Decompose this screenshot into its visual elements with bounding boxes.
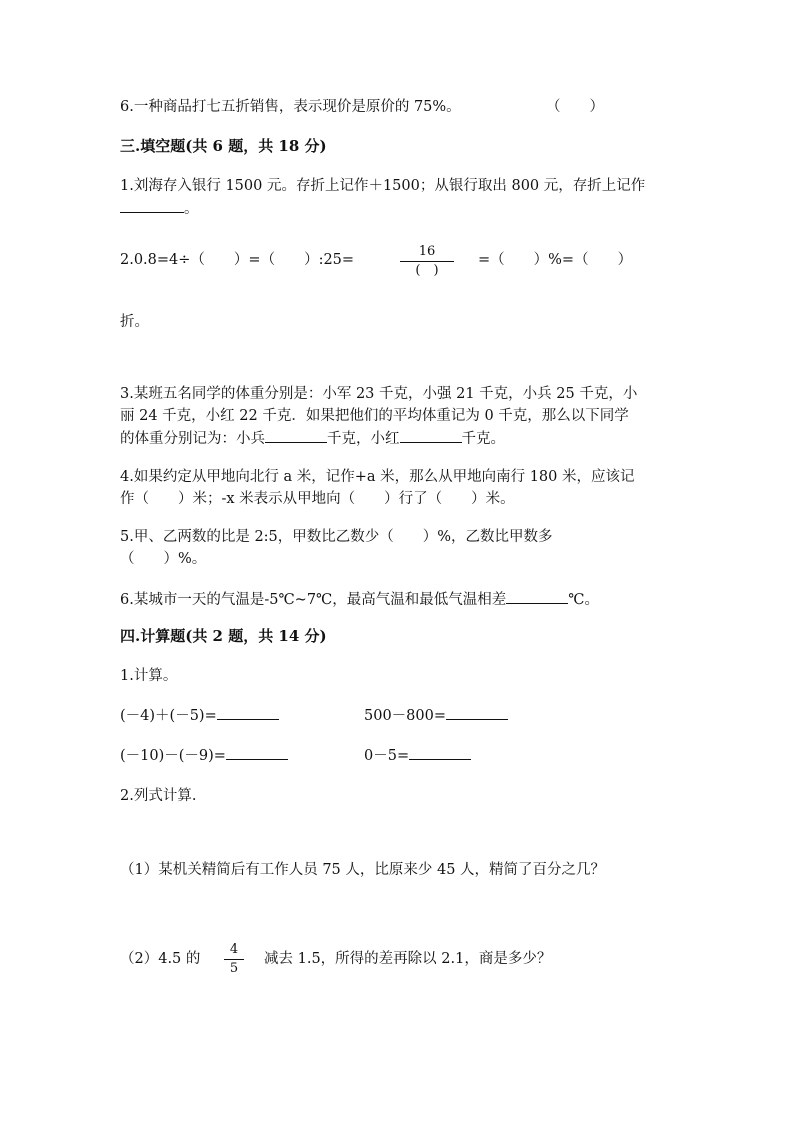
- calc-item-4: [364, 745, 471, 766]
- calc-item-1-blank[interactable]: [217, 705, 279, 720]
- fill-q3-line1: 3.某班五名同学的体重分别是：小军 23 千克，小强 21 千克，小兵 25 千克，小: [120, 386, 638, 402]
- judge-q6-answer-paren[interactable]: （ ）: [546, 99, 604, 115]
- calc-item-1-expr: (－4)＋(－5)=: [120, 708, 217, 724]
- calc-item-2-expr: 500－800=: [364, 708, 447, 724]
- section-3-title: 三.填空题(共 6 题，共 18 分): [120, 137, 327, 155]
- calc-item-4-blank[interactable]: [409, 745, 471, 760]
- fill-q3-text-c: 千克。: [461, 431, 505, 447]
- section-4-title: 四.计算题(共 2 题，共 14 分): [120, 627, 327, 645]
- fill-q1-end: 。: [184, 201, 199, 217]
- fill-q3-blank-xiaobing[interactable]: [265, 428, 327, 443]
- calc-q2-title: 2.列式计算.: [120, 788, 197, 804]
- fill-q5-line2: （ ）%。: [120, 551, 207, 567]
- judge-question-6: [120, 97, 461, 117]
- fill-q6-text-b: ℃。: [568, 592, 600, 608]
- fill-q2-line2: 折。: [120, 314, 149, 330]
- fill-q3-text-b: 千克，小红: [327, 431, 400, 447]
- calc-item-1: [120, 705, 279, 726]
- fill-q5-line1: 5.甲、乙两数的比是 2:5，甲数比乙数少（ ）%，乙数比甲数多: [120, 529, 553, 545]
- judge-q6-text: 6.一种商品打七五折销售，表示现价是原价的 75%。: [120, 99, 461, 115]
- fraction-bar: [400, 261, 454, 262]
- calc-q2-sub2-b: 减去 1.5，所得的差再除以 2.1，商是多少？: [264, 951, 552, 967]
- fill-q1-line1: 1.刘海存入银行 1500 元。存折上记作＋1500；从银行取出 800 元，存折上记作: [120, 178, 646, 194]
- fill-q4-line2: 作（ ）米；-x 米表示从甲地向（ ）行了（ ）米。: [120, 491, 515, 507]
- fill-q2-frac-denominator[interactable]: ( ): [415, 263, 439, 278]
- calc-item-3-blank[interactable]: [226, 745, 288, 760]
- calc-item-2: [364, 705, 508, 726]
- fill-q1-blank[interactable]: [120, 198, 184, 213]
- fraction-bar: [224, 959, 244, 960]
- fill-q6-text-a: 6.某城市一天的气温是-5℃~7℃，最高气温和最低气温相差: [120, 592, 507, 608]
- fill-q3-line3: [120, 428, 505, 449]
- calc-q2-sub2-a: （2）4.5 的: [120, 951, 201, 967]
- calc-item-3-expr: (－10)－(－9)=: [120, 748, 226, 764]
- calc-q2-sub1: （1）某机关精简后有工作人员 75 人，比原来少 45 人，精简了百分之几？: [120, 862, 606, 878]
- fill-q2-frac-numerator: 16: [418, 244, 436, 259]
- fill-q3-line2: 丽 24 千克，小红 22 千克．如果把他们的平均体重记为 0 千克，那么以下同学: [120, 408, 629, 424]
- fill-q6-line: [120, 589, 599, 610]
- calc-item-2-blank[interactable]: [446, 705, 508, 720]
- fill-q3-text-a: 的体重分别记为：小兵: [120, 431, 265, 447]
- calc-q2-frac-denominator: 5: [229, 961, 239, 976]
- fill-q2-part2: =（ ）%=（ ）: [478, 252, 633, 268]
- calc-q2-sub2-fraction: [224, 942, 244, 977]
- fill-q6-blank[interactable]: [506, 589, 568, 604]
- fill-q2-fraction: [400, 244, 454, 279]
- calc-q2-frac-numerator: 4: [229, 942, 239, 957]
- fill-q3-blank-xiaohong[interactable]: [400, 428, 462, 443]
- fill-q2-part1: 2.0.8=4÷（ ）=（ ）:25=: [120, 252, 355, 268]
- fill-q4-line1: 4.如果约定从甲地向北行 a 米，记作+a 米，那么从甲地向南行 180 米，应该记: [120, 469, 635, 485]
- calc-item-3: [120, 745, 288, 766]
- calc-q1-title: 1.计算。: [120, 668, 178, 684]
- calc-item-4-expr: 0－5=: [364, 748, 410, 764]
- fill-q1-line2: [120, 198, 199, 219]
